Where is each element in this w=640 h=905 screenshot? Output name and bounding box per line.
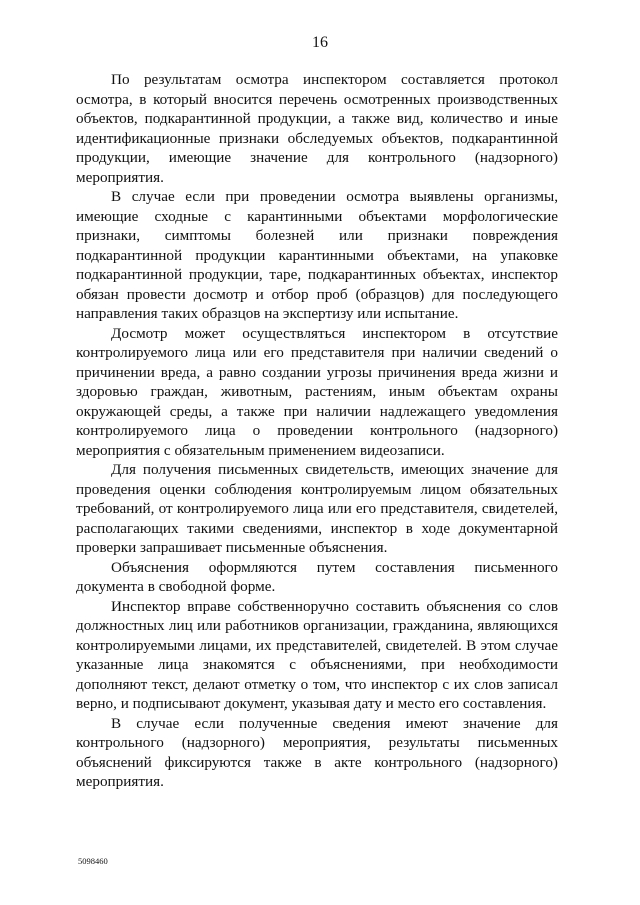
paragraph-explanations-recorded: В случае если полученные сведения имеют значение для контрольного (надзорного) мероприятия, результаты письменных объяснений фиксируются также в акте контрольного (надзорного) мероприятия.: [76, 714, 558, 790]
paragraph-explanations-form: Объяснения оформляются путем составления письменного документа в свободной форме.: [76, 558, 558, 595]
paragraph-inspection-protocol: По результатам осмотра инспектором составляется протокол осмотра, в который вносится перечень осмотренных производственных объектов, подкарантинной продукции, а также вид, количество и иные идентификационные признаки обследуемых объектов, подкарантинной продукции, имеющие значение для контрольного (надзорного) мероприятия.: [76, 71, 558, 186]
paragraph-written-evidence: Для получения письменных свидетельств, имеющих значение для проведения оценки соблюдения контролируемым лицом обязательных требований, от контролируемого лица или его представителя, свидетелей, располагающих такими сведениями, инспектор в ходе документарной проверки запрашивает письменные объяснения.: [76, 461, 558, 556]
paragraph-inspection-without-representative: Досмотр может осуществляться инспектором в отсутствие контролируемого лица или его представителя при наличии сведений о причинении вреда, а равно создании угрозы причинения вреда жизни и здоровью граждан, животным, растениям, иным объектам охраны окружающей среды, а также при наличии надлежащего уведомления контролируемого лица о проведении контрольного (надзорного) мероприятия с обязательным применением видеозаписи.: [76, 324, 558, 459]
paragraph-organisms-detected: В случае если при проведении осмотра выявлены организмы, имеющие сходные с карантинными объектами морфологические признаки, симптомы болезней или признаки повреждения подкарантинной продукции карантинными объектами, на упаковке подкарантинной продукции, таре, подкарантинных объектах, инспектор обязан провести досмотр и отбор проб (образцов) для последующего направления таких образцов на экспертизу или испытание.: [76, 188, 558, 322]
document-body: [76, 70, 558, 792]
paragraph-inspector-compiles-explanations: Инспектор вправе собственноручно составить объяснения со слов должностных лиц или работников организации, гражданина, являющихся контролируемыми лицами, их представителей, свидетелей. В этом случае указанные лица знакомятся с объяснениями, при необходимости дополняют текст, делают отметку о том, что инспектор с их слов записал верно, и подписывают документ, указывая дату и место его составления.: [76, 597, 558, 712]
page-number: 16: [312, 34, 328, 51]
document-code: 5098460: [78, 856, 108, 866]
